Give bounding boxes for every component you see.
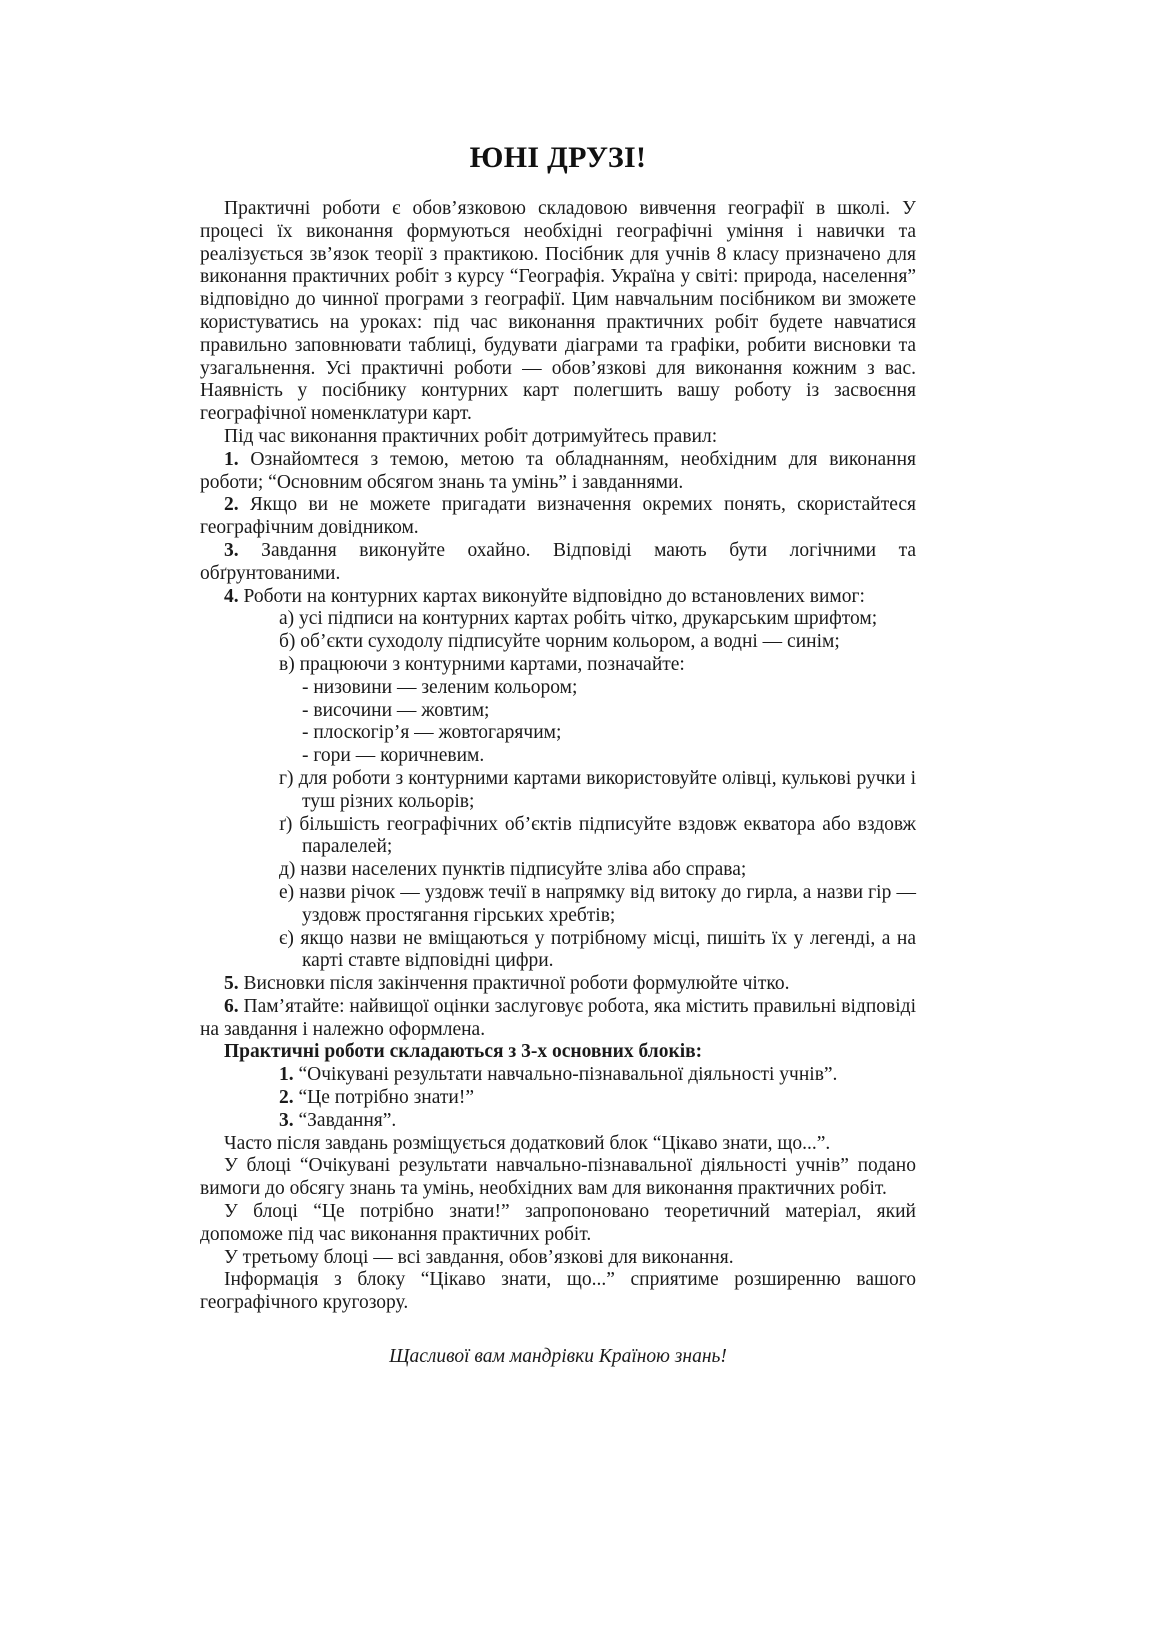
map-requirements-list-continued [279,768,916,973]
map-requirements-list [279,608,916,676]
rule-number: 2. [224,494,239,516]
rule-number: 4. [224,585,239,607]
rule-number: 3. [224,539,239,561]
block-text: “Це потрібно знати!” [293,1087,474,1109]
list-item [279,1110,916,1133]
rule-text: Завдання виконуйте охайно. Відповіді мають бути логічними та обґрунтованими. [200,539,916,584]
rule-5 [200,973,916,996]
list-item: - низовини — зеленим кольором; [302,676,578,698]
page-content [200,138,916,1369]
rule-3 [200,540,916,586]
rule-number: 6. [224,995,239,1017]
rule-6 [200,996,916,1042]
page-title: ЮНІ ДРУЗІ! [469,141,647,174]
list-item: є) якщо назви не вміщаються у потрібному місці, пишіть їх у легенді, а на карті ставте відповідні цифри. [279,927,916,972]
list-item: - гори — коричневим. [302,745,485,767]
block-number: 1. [279,1064,294,1086]
rule-text: Якщо ви не можете пригадати визначення окремих понять, скористайтеся географічним довідником. [200,494,916,539]
body-paragraph: У блоці “Очікувані результати навчально-пізнавальної діяльності учнів” подано вимоги до обсягу знань та умінь, необхідних вам для виконання практичних робіт. [200,1155,916,1200]
list-item: - височини — жовтим; [302,699,490,721]
body-paragraph: У третьому блоці — всі завдання, обов’язкові для виконання. [224,1246,734,1268]
rule-text: Висновки після закінчення практичної роботи формулюйте чітко. [238,973,790,995]
list-item: - плоскогір’я — жовтогарячим; [302,722,562,744]
list-item: д) назви населених пунктів підписуйте зліва або справа; [279,859,747,881]
list-item: в) працюючи з контурними картами, позначайте: [279,653,685,675]
rule-2 [200,494,916,540]
body-paragraph: Часто після завдань розміщується додатковий блок “Цікаво знати, що...”. [224,1132,831,1154]
list-item: а) усі підписи на контурних картах робіть чітко, друкарським шрифтом; [279,608,878,630]
closing-wish: Щасливої вам мандрівки Країною знань! [389,1346,727,1368]
blocks-list [279,1064,916,1132]
block-text: “Завдання”. [293,1109,397,1131]
intro-paragraph: Практичні роботи є обов’язковою складовою вивчення географії в школі. У процесі їх виконання формуються необхідні географічні уміння і навички та реалізується зв’язок теорії з практикою. Посібник для учнів 8 класу призначено для виконання практичних робіт з курсу “Географія. Україна у світі: природа, населення” відповідно до чинної програми з географії. Цим навчальним посібником ви зможете користуватись на уроках: під час виконання практичних робіт будете навчатися правильно заповнювати таблиці, будувати діаграми та графіки, робити висновки та узагальнення. Усі практичні роботи — обов’язкові для виконання кожним з вас. Наявність у посібнику контурних карт полегшить вашу роботу із засвоєння географічної номенклатури карт. [200,198,916,425]
rule-1 [200,449,916,495]
rules-intro: Під час виконання практичних робіт дотримуйтесь правил: [224,425,718,447]
rule-text: Роботи на контурних картах виконуйте відповідно до встановлених вимог: [238,585,865,607]
rule-text: Пам’ятайте: найвищої оцінки заслуговує робота, яка містить правильні відповіді на завдання і належно оформлена. [200,995,916,1040]
relief-colors-list [302,677,916,768]
body-paragraph: Інформація з блоку “Цікаво знати, що...” сприятиме розширенню вашого географічного кругозору. [200,1269,916,1314]
list-item: ґ) більшість географічних об’єктів підписуйте вздовж екватора або вздовж паралелей; [279,813,916,858]
block-number: 2. [279,1087,294,1109]
list-item [279,1087,916,1110]
blocks-heading: Практичні роботи складаються з 3-х основних блоків: [224,1041,703,1063]
list-item: г) для роботи з контурними картами використовуйте олівці, кулькові ручки і туш різних кольорів; [279,767,916,812]
block-text: “Очікувані результати навчально-пізнавальної діяльності учнів”. [293,1064,838,1086]
list-item: е) назви річок — уздовж течії в напрямку від витоку до гирла, а назви гір — уздовж простягання гірських хребтів; [279,881,916,926]
rule-number: 1. [224,448,239,470]
rule-number: 5. [224,973,239,995]
body-paragraph: У блоці “Це потрібно знати!” запропоновано теоретичний матеріал, який допоможе під час виконання практичних робіт. [200,1201,916,1245]
list-item [279,1064,916,1087]
block-number: 3. [279,1109,294,1131]
list-item: б) об’єкти суходолу підписуйте чорним кольором, а водні — синім; [279,631,840,653]
rule-text: Ознайомтеся з темою, метою та обладнанням, необхідним для виконання роботи; “Основним обсягом знань та умінь” і завданнями. [200,448,916,493]
rule-4 [200,586,916,609]
